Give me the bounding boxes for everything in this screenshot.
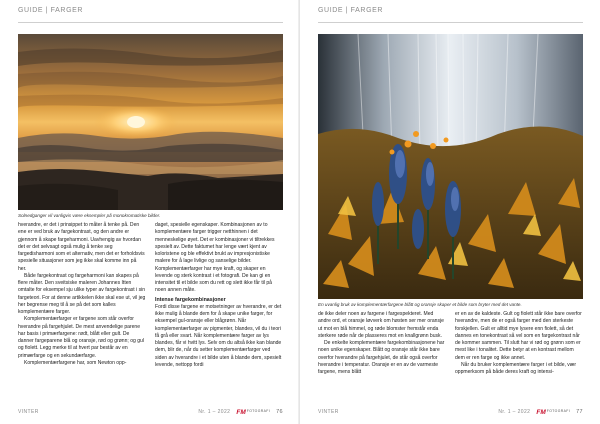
section-header: GUIDE | FARGER <box>318 7 384 14</box>
page-number: 77 <box>576 409 583 415</box>
header-divider <box>318 22 583 23</box>
logo-brand: FOTOGRAFI <box>546 409 571 414</box>
text-column-1 <box>318 311 446 376</box>
sunset-photo <box>18 34 283 210</box>
paragraph: Komplementærfarger er fargene som står overfor hverandre på fargehjulet. De mest anvendelige parene har basis i primærfargene: rødt, blått eller gult. De danner fargeparene blå og oransje, rød og grønn; og gul og fiolett. Legg merke til at hvert par består av en primærfarge og en sekundærfarge. <box>18 316 144 359</box>
logo-fm: FM <box>536 408 546 416</box>
paragraph: hverandre, er det i prinsippet to måter å tenke på. Den ene er ved bruk av fargekontrast, og den andre er gjennom å skape fargeharmoni. Uavhengig av hvordan det er det selvsagt også mulig å tenke seg fargedisharmoni som et alternativ, men det er forholdsvis spesielle situasjoner som jeg ikke skal komme inn på her. <box>18 222 145 272</box>
magazine-logo <box>536 409 570 416</box>
page-footer <box>318 407 583 417</box>
paragraph: daget, spesielle egenskaper. Kombinasjonen av to komplementære farger trigger netthinnen i det menneskelige øyet. Det er kombinasjoner vi tiltrekkes spesielt av. Dette faktumet har lenge vært kjent av koloristene og ble effektivt brukt av impresjonistiske malere for å lage livlige og sanselige bilder. Komplementærfarger har mye kraft, og skaper en levende og sterk kontrast i et fotografi. De kan gi en intensitet til et bilde som du rett og slett ikke får til på noen annen måte. <box>155 222 275 294</box>
section-header: GUIDE | FARGER <box>18 7 84 14</box>
footer-season: VINTER <box>318 409 339 415</box>
text-column-1 <box>18 222 146 367</box>
page-number: 76 <box>276 409 283 415</box>
logo-fm: FM <box>236 408 246 416</box>
photo-caption: En uvanlig bruk av komplementærfargene blått og oransje skaper et bilde som bryter med det vante. <box>318 302 522 307</box>
footer-issue: Nr. 1 – 2022 <box>498 409 531 415</box>
footer-issue: Nr. 1 – 2022 <box>198 409 231 415</box>
lupine-waterfall-photo <box>318 34 583 299</box>
header-divider <box>18 22 283 23</box>
paragraph: Fordi disse fargene er motsetninger av hverandre, er det ikke mulig å blande dem for å skape unike farger, for eksempel gul-oransje eller blågrønn. Når komplementærfarger av pigmenter, blandes, vil du i teori få grå eller svart. Når komplementære farger av lys blandes, får vi hvitt lys. Selv om du altså ikke kan blande dem, blir de, når du setter komplementærfarger ved siden av hverandre i et bilde uten å blande dem, spesielt levende, nettopp fordi <box>155 303 282 368</box>
paragraph: Både fargekontrast og fargeharmoni kan skapes på flere måter. Den sveitsiske maleren Johannes Itten omtalte for eksempel sju ulike typer av fargekontrast i sin fargeteori. For at denne artikkelen ikke skal ese ut, vil jeg her begrense meg til å se på det som kalles komplementære farger. <box>18 272 146 315</box>
page-footer <box>18 407 283 417</box>
footer-season: VINTER <box>18 409 39 415</box>
logo-brand: FOTOGRAFI <box>246 409 271 414</box>
text-column-2 <box>155 222 283 369</box>
paragraph: er en av de kaldeste. Gult og fiolett står ikke bare overfor hverandre, men de er også farger med den sterkeste forskjellen. Gult er alltid mye lysere enn fiolett, så det dannes en tonekontrast så vel som en fargekontrast når de kommer sammen. Til slutt har vi rød og grønn som er mest like i tonalitet. Dette betyr at en kontrast mellom dem er ren farge og ikke annet. <box>455 311 582 361</box>
paragraph: Komplementærfargene har, som Newton opp- <box>24 359 127 366</box>
paragraph: De enkelte komplementære fargekombinasjonene har noen unike egenskaper. Blått og oransje står ikke bare overfor hverandre på fargehjulet, de står også overfor hverandre i temperatur. Oransje er en av de varmeste fargene, mens blått <box>318 340 445 375</box>
paragraph: Når du bruker komplementære farger i et bilde, vær oppmerksom på både deres kraft og intensi- <box>455 361 577 375</box>
paragraph: de ikke deler noen av fargene i fargespekteret. Med andre ord, et oransje løvverk om høsten ser mer oransje ut mot en blå himmel, og røde blomster fremstår enda sterkere røde når de plasseres mot en knallgrønn busk. <box>318 311 444 339</box>
right-page <box>300 0 600 424</box>
text-column-2 <box>455 311 583 376</box>
magazine-logo <box>236 409 270 416</box>
subheading: Intense fargekombinasjoner <box>155 296 226 303</box>
photo-caption: Solnedganger vil vanligvis være eksempler på monokromatiske bilder. <box>18 213 161 218</box>
